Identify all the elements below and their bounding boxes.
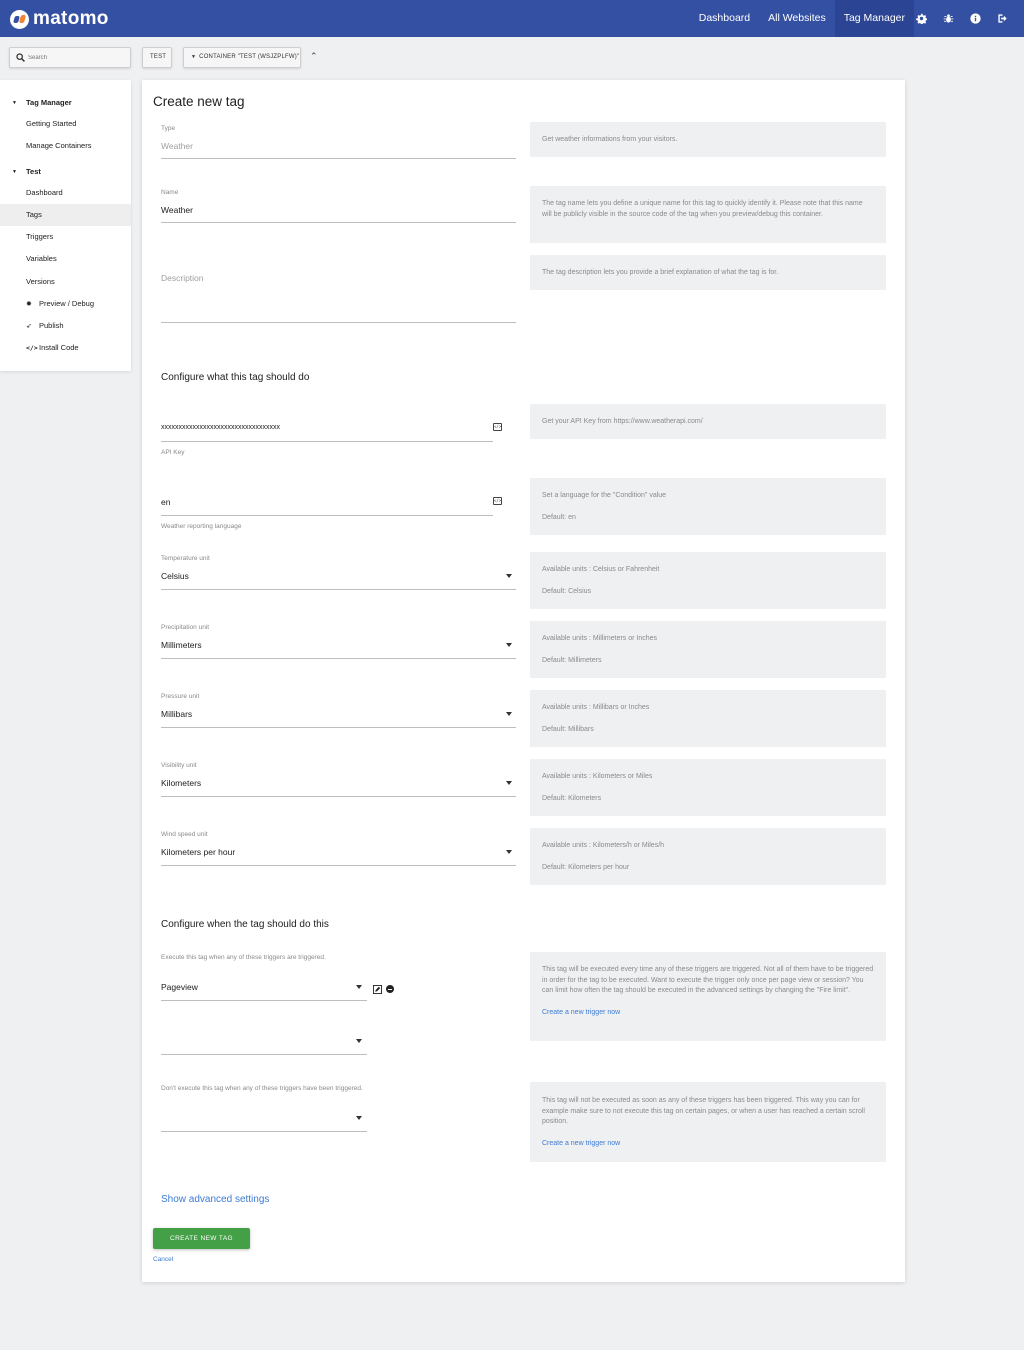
sidebar-item-label: Install Code xyxy=(39,343,79,352)
precipitation-label: Precipitation unit xyxy=(161,624,210,631)
precipitation-select[interactable]: Millimeters xyxy=(161,640,202,650)
gear-icon[interactable] xyxy=(908,13,935,24)
name-underline xyxy=(161,222,516,223)
temperature-help xyxy=(530,552,886,609)
caret-down-icon: ▼ xyxy=(12,100,17,106)
logout-icon[interactable] xyxy=(989,13,1016,24)
block-triggers-label: Don't execute this tag when any of these triggers have been triggered. xyxy=(161,1085,363,1092)
sidebar-item-variables[interactable]: Variables xyxy=(26,254,57,263)
sidebar-item-label: Publish xyxy=(39,321,64,330)
description-input[interactable]: Description xyxy=(161,273,204,283)
code-icon[interactable]: </> xyxy=(494,498,502,503)
help-text: Get weather informations from your visitors. xyxy=(542,136,678,143)
search-input[interactable] xyxy=(28,51,128,64)
top-navigation-bar xyxy=(0,0,1024,37)
menu-search[interactable] xyxy=(9,47,131,68)
sidebar-item-versions[interactable]: Versions xyxy=(26,277,55,286)
caret-down-icon xyxy=(356,1039,362,1043)
help-text: This tag will not be executed as soon as any of these triggers has been triggered. This way you can for example make sure to not execute this tag on certain pages, or when a user has reached a certain scroll position. xyxy=(542,1097,865,1125)
visibility-underline xyxy=(161,796,516,797)
type-underline xyxy=(161,158,516,159)
caret-down-icon xyxy=(506,850,512,854)
visibility-help xyxy=(530,759,886,816)
name-help xyxy=(530,186,886,243)
help-text: This tag will be executed every time any of these triggers are triggered. Not all of them have to be triggered in order for the tag to be executed. Want to execute the trigger only once per page view or session? You can limit how often the tag should be executed in the advanced settings by changing the "Fire limit". xyxy=(542,966,874,994)
pressure-label: Pressure unit xyxy=(161,693,200,700)
caret-down-icon xyxy=(506,781,512,785)
create-trigger-link[interactable]: Create a new trigger now xyxy=(542,1008,621,1016)
caret-down-icon xyxy=(356,985,362,989)
gear-icon: ✹ xyxy=(26,301,32,308)
sidebar xyxy=(0,80,131,371)
caret-down-icon xyxy=(506,643,512,647)
fire-trigger-select-empty[interactable] xyxy=(161,1036,367,1050)
matomo-logo[interactable] xyxy=(10,9,109,29)
container-selector[interactable] xyxy=(183,47,301,68)
remove-icon[interactable] xyxy=(386,985,394,993)
help-text: The tag description lets you provide a brief explanation of what the tag is for. xyxy=(542,269,779,276)
name-input[interactable]: Weather xyxy=(161,205,193,215)
visibility-select[interactable]: Kilometers xyxy=(161,778,202,788)
description-help xyxy=(530,255,886,290)
help-text: Available units : Millimeters or Inches xyxy=(542,635,658,642)
block-trigger-select[interactable] xyxy=(161,1113,367,1127)
language-underline xyxy=(161,515,493,516)
sidebar-item-triggers[interactable]: Triggers xyxy=(26,232,54,241)
top-icons xyxy=(908,0,1016,37)
container-selector-label: CONTAINER "TEST (WSJZPLFW)" xyxy=(199,54,300,60)
sidebar-item-tags[interactable]: Tags xyxy=(0,204,131,226)
nav-all-websites[interactable]: All Websites xyxy=(768,12,826,24)
rocket-icon: ➶ xyxy=(26,323,32,330)
sidebar-item-manage-containers[interactable]: Manage Containers xyxy=(26,141,92,150)
cancel-link[interactable]: Cancel xyxy=(153,1256,174,1263)
sidebar-item-preview-debug[interactable] xyxy=(0,293,131,315)
api-key-label: API Key xyxy=(161,449,185,456)
bug-icon[interactable] xyxy=(935,13,962,24)
wind-select[interactable]: Kilometers per hour xyxy=(161,847,236,857)
help-text: Get your API Key from https://www.weatherapi.com/ xyxy=(542,418,703,425)
api-key-help xyxy=(530,404,886,439)
caret-down-icon: ▼ xyxy=(191,54,197,60)
temperature-select[interactable]: Celsius xyxy=(161,571,189,581)
top-nav-links xyxy=(690,0,914,37)
sidebar-item-getting-started[interactable]: Getting Started xyxy=(26,119,77,128)
fire-triggers-label: Execute this tag when any of these triggers are triggered. xyxy=(161,954,326,961)
sidebar-group-test[interactable] xyxy=(0,161,131,183)
when-section-title: Configure when the tag should do this xyxy=(161,919,329,930)
code-icon: </> xyxy=(26,344,38,352)
configure-section-title: Configure what this tag should do xyxy=(161,372,310,383)
site-selector[interactable]: TEST xyxy=(142,47,172,68)
edit-icon[interactable] xyxy=(373,985,382,994)
sidebar-item-label: Preview / Debug xyxy=(39,299,95,308)
code-icon[interactable]: </> xyxy=(494,424,502,429)
matomo-logo-icon xyxy=(10,10,29,29)
sidebar-group-label: Test xyxy=(26,167,41,176)
type-help xyxy=(530,122,886,157)
caret-down-icon xyxy=(506,712,512,716)
wind-help xyxy=(530,828,886,885)
create-trigger-link[interactable]: Create a new trigger now xyxy=(542,1139,621,1147)
search-icon xyxy=(16,53,25,62)
temperature-underline xyxy=(161,589,516,590)
sidebar-group-label: Tag Manager xyxy=(26,98,72,107)
create-tag-button[interactable]: CREATE NEW TAG xyxy=(153,1228,250,1249)
pressure-help xyxy=(530,690,886,747)
precipitation-underline xyxy=(161,658,516,659)
help-text: Available units : Celsius or Fahrenheit xyxy=(542,566,660,573)
block-triggers-help xyxy=(530,1082,886,1162)
fire-trigger-select[interactable]: Pageview xyxy=(161,982,198,992)
help-default: Default: Millibars xyxy=(542,725,594,733)
create-tag-card xyxy=(142,80,905,1282)
help-default: Default: Celsius xyxy=(542,587,592,595)
fire-triggers-help xyxy=(530,952,886,1041)
api-key-underline xyxy=(161,441,493,442)
help-default: Default: en xyxy=(542,513,576,521)
brand-name: matomo xyxy=(33,8,109,29)
fire-trigger-empty-underline xyxy=(161,1054,367,1055)
help-default: Default: Kilometers per hour xyxy=(542,863,630,871)
help-text: Set a language for the "Condition" value xyxy=(542,492,667,499)
wind-label: Wind speed unit xyxy=(161,831,208,838)
fire-trigger-underline xyxy=(161,1000,367,1001)
help-text: The tag name lets you define a unique name for this tag to quickly identify it. Please note that this name will be publicly visible in the source code of the tag when you preview/debug this container. xyxy=(542,200,863,218)
api-key-input[interactable]: xxxxxxxxxxxxxxxxxxxxxxxxxxxxxxxxxx xyxy=(161,424,280,431)
nav-dashboard[interactable]: Dashboard xyxy=(698,12,751,24)
block-trigger-underline xyxy=(161,1131,367,1132)
help-default: Default: Kilometers xyxy=(542,794,602,802)
nav-tag-manager[interactable]: Tag Manager xyxy=(835,0,914,37)
name-label: Name xyxy=(161,189,179,196)
caret-down-icon xyxy=(506,574,512,578)
language-help xyxy=(530,478,886,535)
caret-down-icon xyxy=(356,1116,362,1120)
help-default: Default: Millimeters xyxy=(542,656,602,664)
visibility-label: Visibility unit xyxy=(161,762,197,769)
help-text: Available units : Millibars or Inches xyxy=(542,704,650,711)
page-title: Create new tag xyxy=(153,94,245,109)
language-label: Weather reporting language xyxy=(161,523,242,530)
sidebar-item-publish[interactable] xyxy=(0,315,131,337)
caret-down-icon: ▼ xyxy=(12,169,17,175)
pressure-underline xyxy=(161,727,516,728)
help-text: Available units : Kilometers/h or Miles/h xyxy=(542,842,665,849)
show-advanced-settings-link[interactable]: Show advanced settings xyxy=(161,1194,270,1205)
sidebar-item-dashboard[interactable]: Dashboard xyxy=(26,188,63,197)
info-icon[interactable] xyxy=(962,13,989,24)
language-input[interactable]: en xyxy=(161,497,171,507)
precipitation-help xyxy=(530,621,886,678)
type-label: Type xyxy=(161,125,176,132)
sidebar-item-install-code[interactable] xyxy=(0,337,131,359)
type-value: Weather xyxy=(161,141,193,151)
help-text: Available units : Kilometers or Miles xyxy=(542,773,653,780)
pressure-select[interactable]: Millibars xyxy=(161,709,193,719)
sidebar-group-tag-manager[interactable] xyxy=(0,92,131,114)
wind-underline xyxy=(161,865,516,866)
temperature-label: Temperature unit xyxy=(161,555,210,562)
chevron-up-icon[interactable]: ⌃ xyxy=(310,51,318,61)
description-underline xyxy=(161,322,516,323)
